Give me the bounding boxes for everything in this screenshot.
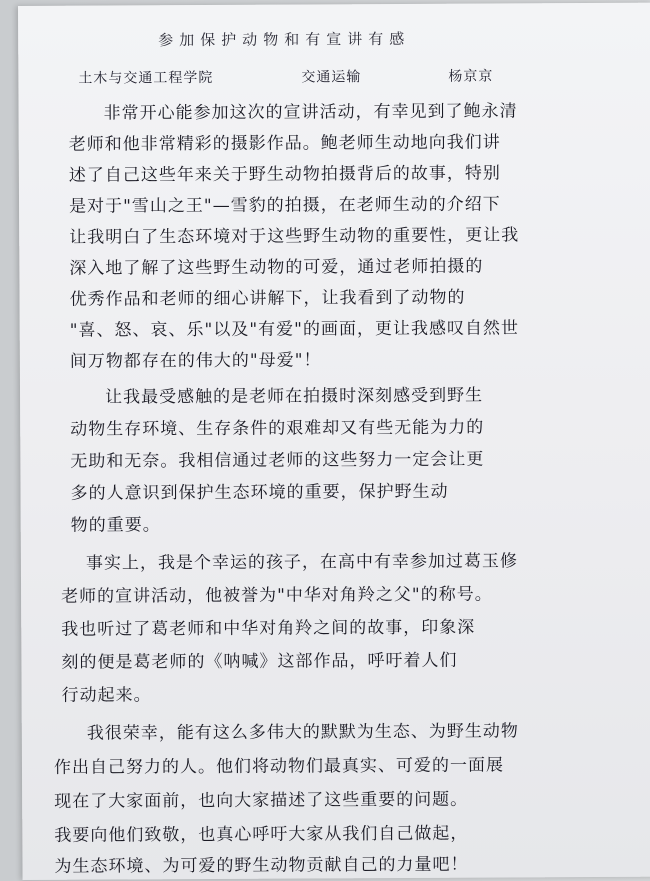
text-line: 让我明白了生态环境对于这些野生动物的重要性，更让我 <box>69 225 520 248</box>
text-line: 作出自己努力的人。他们将动物们最真实、可爱的一面展 <box>53 755 505 778</box>
text-line: 老师的宣讲活动，他被誉为"中华对角羚之父"的称号。 <box>61 584 493 607</box>
handwritten-page <box>18 3 650 880</box>
text-line: 物的重要。 <box>70 515 161 536</box>
author-name: 杨京京 <box>448 68 494 85</box>
major-name: 交通运输 <box>301 69 362 86</box>
text-line: 老师和他非常精彩的摄影作品。鲍老师生动地向我们讲 <box>68 132 501 155</box>
text-line: 非常开心能参加这次的宣讲活动，有幸见到了鲍永清 <box>103 101 518 124</box>
text-line: 行动起来。 <box>61 685 152 706</box>
text-line: 无助和无奈。我相信通过老师的这些努力一定会让更 <box>70 449 485 472</box>
document-title: 参加保护动物和有宣讲有感 <box>158 29 411 50</box>
text-line: 优秀作品和老师的细心讲解下，让我看到了动物的 <box>69 287 466 310</box>
text-line: 我很荣幸，能有这么多伟大的默默为生态、为野生动物 <box>86 721 519 744</box>
text-line: 刻的便是葛老师的《呐喊》这部作品，呼吁着人们 <box>61 650 458 673</box>
text-line: 深入地了解了这些野生动物的可爱，通过老师拍摄的 <box>69 256 484 279</box>
text-line: 动物生存环境、生存条件的艰难却又有些无能为力的 <box>70 417 485 440</box>
school-name: 土木与交通工程学院 <box>78 69 214 87</box>
text-line: 我也听过了葛老师和中华对角羚之间的故事，印象深 <box>61 617 476 640</box>
text-line: 事实上，我是个幸运的孩子，在高中有幸参加过葛玉修 <box>85 551 518 574</box>
text-line: 让我最受感触的是老师在拍摄时深刻感受到野生 <box>104 385 484 408</box>
text-line: "喜、怒、哀、乐"以及"有爱"的画面，更让我感叹自然世 <box>69 318 520 341</box>
text-line: 现在了大家面前，也向大家描述了这些重要的问题。 <box>54 789 469 812</box>
text-line: 多的人意识到保护生态环境的重要，保护野生动 <box>70 481 449 504</box>
text-line: 是对于"雪山之王"—雪豹的拍摄，在老师生动的介绍下 <box>68 194 501 217</box>
text-line: 为生态环境、为可爱的野生动物贡献自己的力量吧！ <box>54 854 469 877</box>
text-line: 述了自己这些年来关于野生动物拍摄背后的故事，特别 <box>68 163 501 186</box>
text-line: 间万物都存在的伟大的"母爱"！ <box>69 350 322 372</box>
text-line: 我要向他们致敬，也真心呼吁大家从我们自己做起， <box>54 823 469 846</box>
